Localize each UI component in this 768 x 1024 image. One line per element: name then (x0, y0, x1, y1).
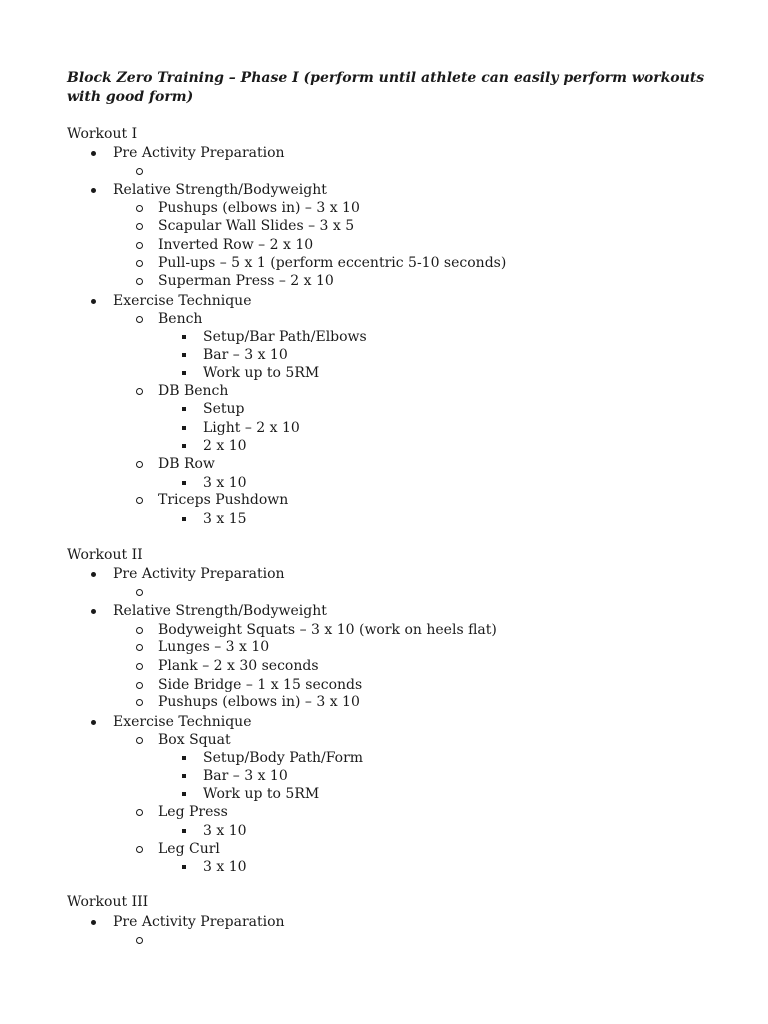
bullet-icon (91, 920, 96, 925)
list-item: Work up to 5RM (203, 785, 319, 803)
circle-bullet-icon (136, 461, 143, 468)
square-bullet-icon (182, 865, 186, 869)
list-item: DB Bench (158, 382, 228, 400)
workout-1-heading: Workout I (67, 126, 138, 142)
list-item: Bar – 3 x 10 (203, 767, 288, 785)
square-bullet-icon (182, 774, 186, 778)
list-item: Lunges – 3 x 10 (158, 638, 269, 656)
circle-bullet-icon (136, 497, 143, 504)
square-bullet-icon (182, 371, 186, 375)
list-item: Box Squat (158, 731, 231, 749)
list-item: Inverted Row – 2 x 10 (158, 236, 313, 254)
list-item: Exercise Technique (113, 713, 251, 731)
list-item: 2 x 10 (203, 437, 247, 455)
circle-bullet-icon (136, 737, 143, 744)
list-item: Triceps Pushdown (158, 491, 288, 509)
circle-bullet-icon (136, 278, 143, 285)
bullet-icon (91, 609, 96, 614)
list-item: 3 x 10 (203, 822, 247, 840)
circle-bullet-icon (136, 260, 143, 267)
square-bullet-icon (182, 756, 186, 760)
square-bullet-icon (182, 792, 186, 796)
list-item: Setup/Bar Path/Elbows (203, 328, 367, 346)
circle-bullet-icon (136, 644, 143, 651)
square-bullet-icon (182, 829, 186, 833)
list-item: 3 x 10 (203, 474, 247, 492)
list-item: Relative Strength/Bodyweight (113, 181, 327, 199)
list-item: Pre Activity Preparation (113, 913, 285, 931)
circle-bullet-icon (136, 699, 143, 706)
list-item: DB Row (158, 455, 215, 473)
list-item: Setup (203, 400, 244, 418)
empty-circle-bullet-icon (136, 937, 143, 944)
workout-2-heading: Workout II (67, 547, 143, 563)
square-bullet-icon (182, 517, 186, 521)
circle-bullet-icon (136, 388, 143, 395)
list-item: Work up to 5RM (203, 364, 319, 382)
list-item: Superman Press – 2 x 10 (158, 272, 334, 290)
workout-3-heading: Workout III (67, 894, 149, 910)
circle-bullet-icon (136, 663, 143, 670)
square-bullet-icon (182, 444, 186, 448)
circle-bullet-icon (136, 205, 143, 212)
square-bullet-icon (182, 426, 186, 430)
list-item: Pre Activity Preparation (113, 144, 285, 162)
list-item: Setup/Body Path/Form (203, 749, 363, 767)
square-bullet-icon (182, 353, 186, 357)
list-item: Exercise Technique (113, 292, 251, 310)
list-item: Leg Curl (158, 840, 220, 858)
list-item: Plank – 2 x 30 seconds (158, 657, 319, 675)
list-item: Side Bridge – 1 x 15 seconds (158, 676, 362, 694)
circle-bullet-icon (136, 809, 143, 816)
circle-bullet-icon (136, 682, 143, 689)
list-item: Bodyweight Squats – 3 x 10 (work on heels flat) (158, 621, 497, 639)
list-item: Relative Strength/Bodyweight (113, 602, 327, 620)
bullet-icon (91, 720, 96, 725)
list-item: Pull-ups – 5 x 1 (perform eccentric 5-10 seconds) (158, 254, 506, 272)
circle-bullet-icon (136, 846, 143, 853)
list-item: Scapular Wall Slides – 3 x 5 (158, 217, 354, 235)
circle-bullet-icon (136, 223, 143, 230)
circle-bullet-icon (136, 316, 143, 323)
list-item: Light – 2 x 10 (203, 419, 300, 437)
bullet-icon (91, 572, 96, 577)
bullet-icon (91, 188, 96, 193)
square-bullet-icon (182, 407, 186, 411)
square-bullet-icon (182, 335, 186, 339)
list-item: Pushups (elbows in) – 3 x 10 (158, 199, 360, 217)
empty-circle-bullet-icon (136, 168, 143, 175)
list-item: 3 x 10 (203, 858, 247, 876)
empty-circle-bullet-icon (136, 589, 143, 596)
bullet-icon (91, 151, 96, 156)
list-item: Bar – 3 x 10 (203, 346, 288, 364)
document-title: Block Zero Training – Phase I (perform until athlete can easily perform workouts with good form) (67, 70, 705, 105)
list-item: Pushups (elbows in) – 3 x 10 (158, 693, 360, 711)
square-bullet-icon (182, 481, 186, 485)
list-item: Pre Activity Preparation (113, 565, 285, 583)
list-item: Leg Press (158, 803, 228, 821)
bullet-icon (91, 299, 96, 304)
list-item: Bench (158, 310, 202, 328)
list-item: 3 x 15 (203, 510, 247, 528)
circle-bullet-icon (136, 627, 143, 634)
circle-bullet-icon (136, 242, 143, 249)
